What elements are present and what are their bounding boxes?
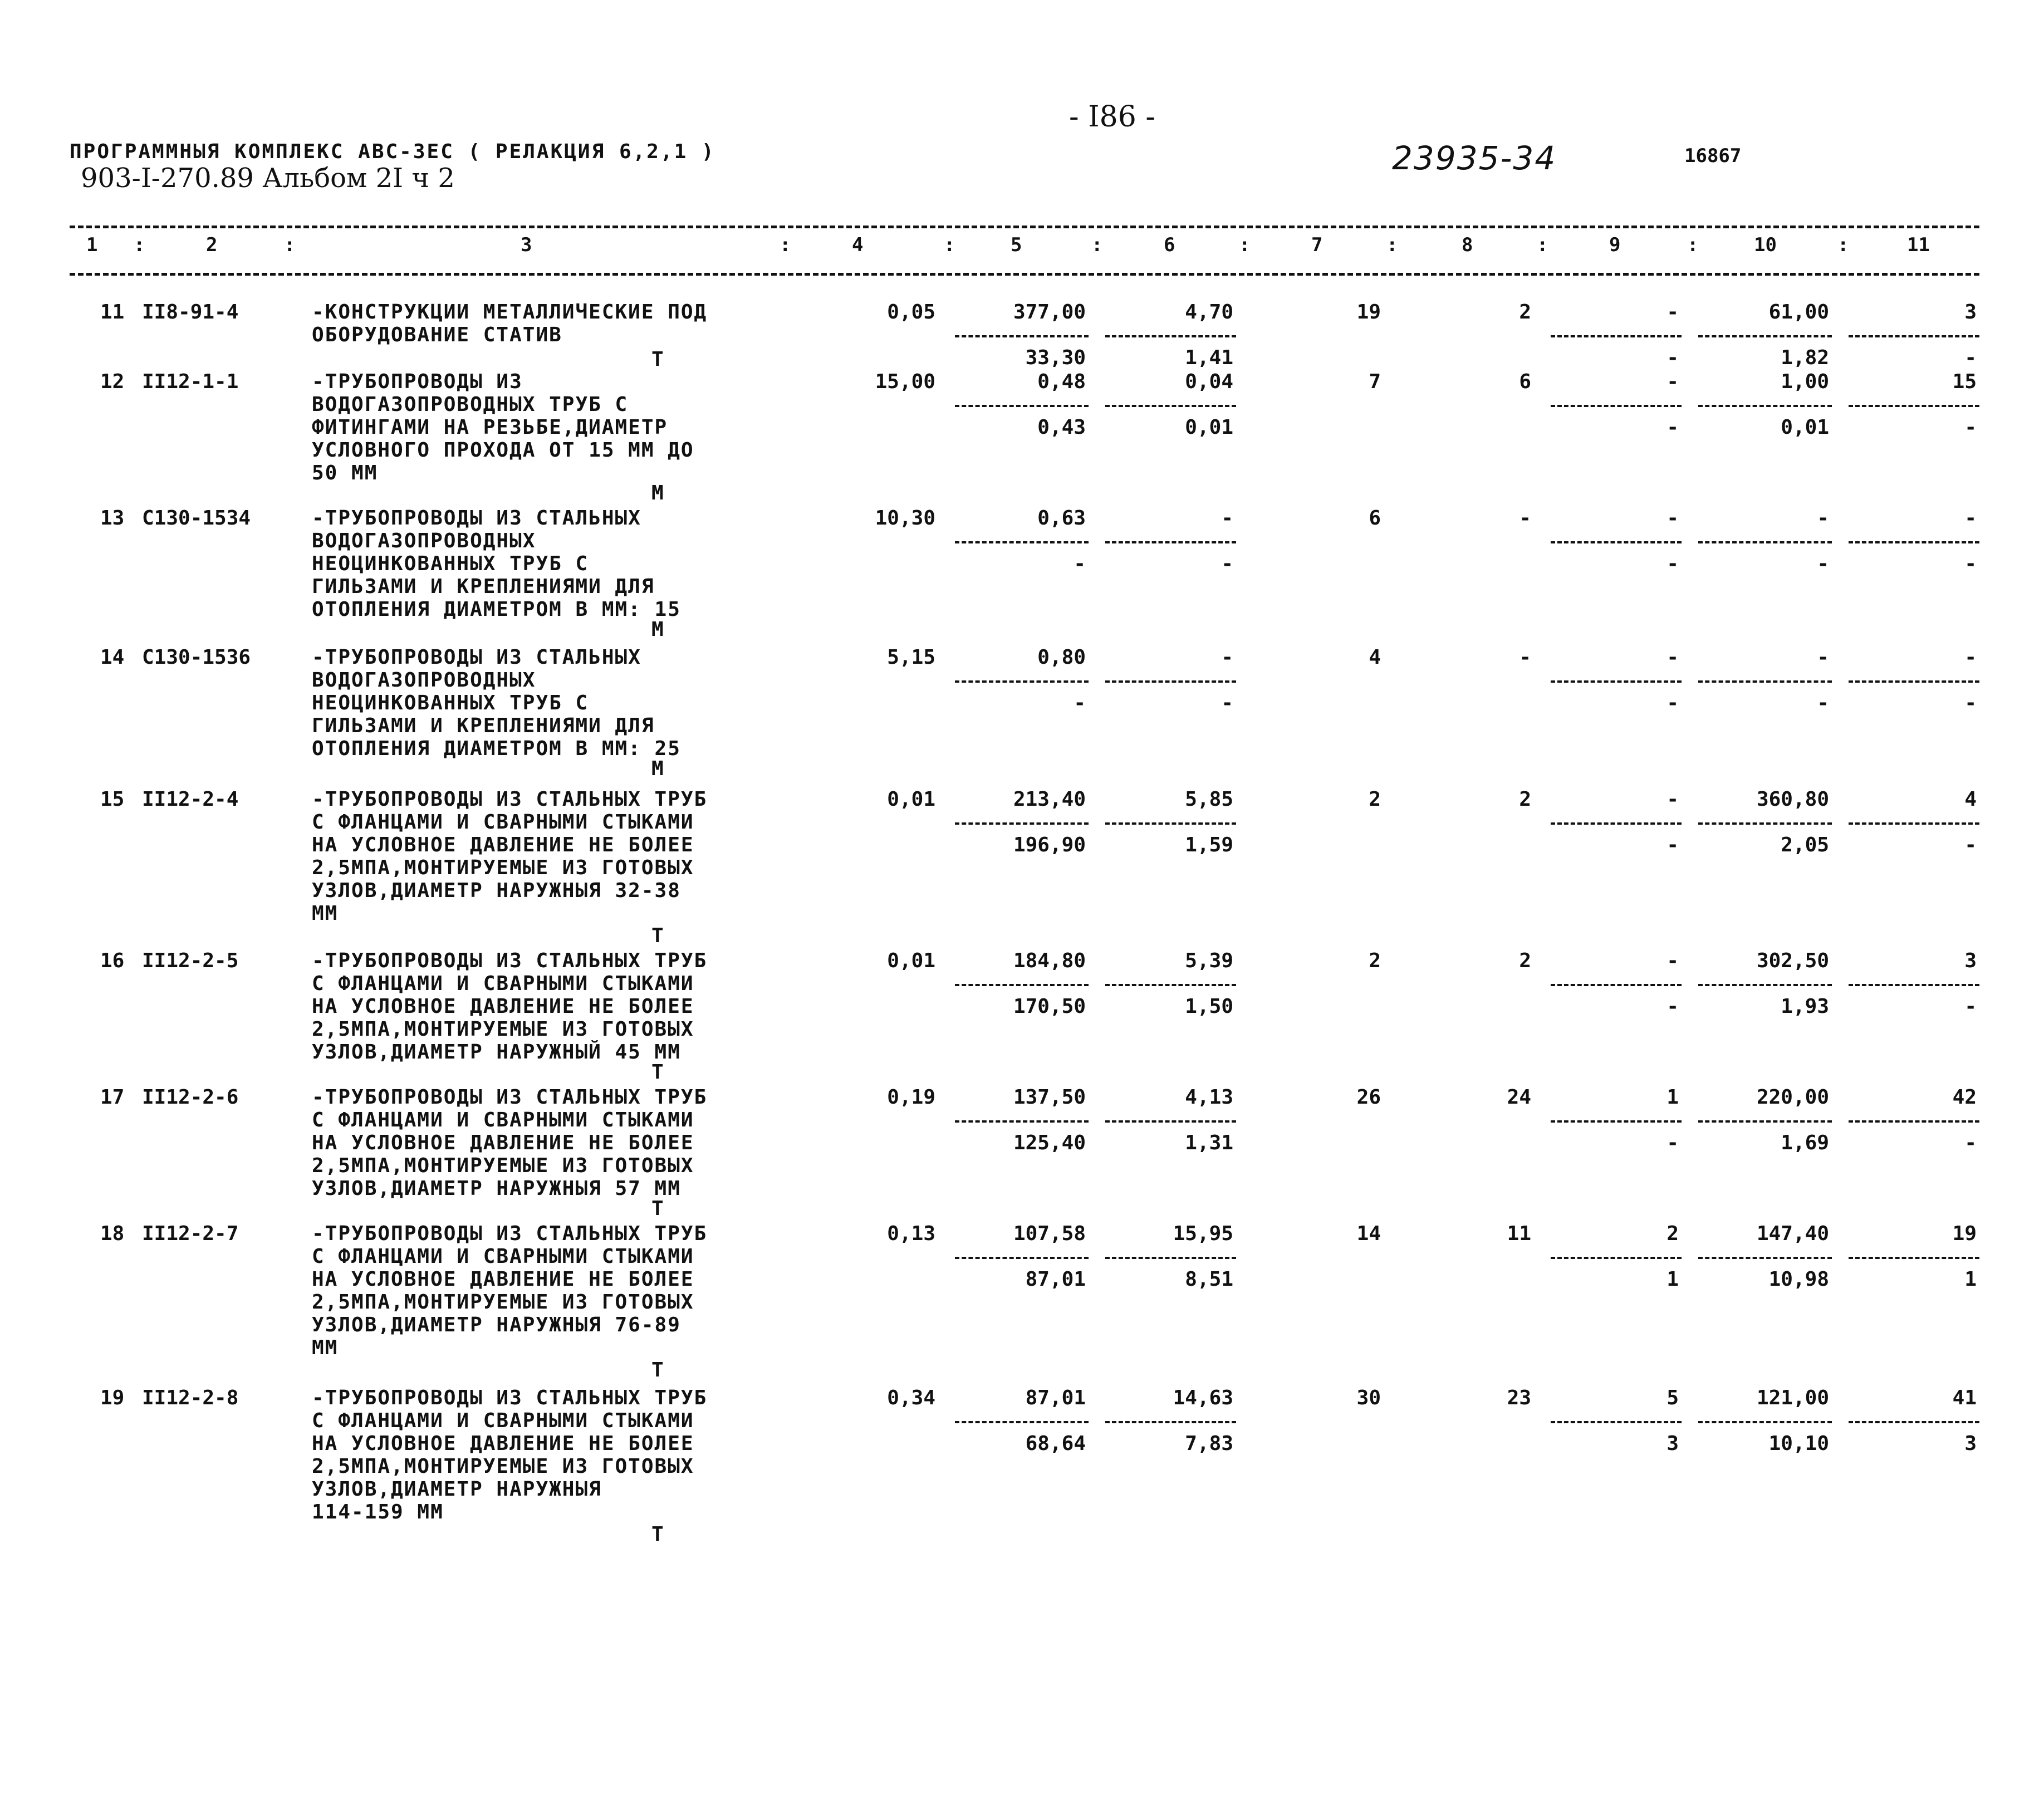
col10-bottom-value: 1,82 <box>1781 346 1829 369</box>
unit-of-measure: Т <box>651 1359 664 1382</box>
header-rule-top <box>70 226 1979 228</box>
col7-value: 4 <box>1369 646 1381 669</box>
col5-bottom-value: - <box>1074 552 1086 575</box>
col5-bottom-value: 87,01 <box>1025 1268 1086 1291</box>
col5-top-value: 0,48 <box>1037 370 1086 393</box>
work-description: -КОНСТРУКЦИИ МЕТАЛЛИЧЕСКИЕ ПОД ОБОРУДОВАНИЕ СТАТИВ <box>312 301 708 346</box>
col-header-4: 4 <box>852 234 864 256</box>
col5-bottom-value: 33,30 <box>1025 346 1086 369</box>
fraction-line <box>1849 405 1979 407</box>
work-description: -ТРУБОПРОВОДЫ ИЗ СТАЛЬНЫХ ВОДОГАЗОПРОВОДНЫХ НЕОЦИНКОВАННЫХ ТРУБ С ГИЛЬЗАМИ И КРЕПЛЕНИЯМИ ДЛЯ ОТОПЛЕНИЯ ДИАМЕТРОМ В ММ: 15 <box>312 507 681 621</box>
col10-bottom-value: 10,10 <box>1768 1432 1829 1455</box>
unit-of-measure: Т <box>651 1061 664 1084</box>
col11-bottom-value: 3 <box>1964 1432 1977 1455</box>
work-description: -ТРУБОПРОВОДЫ ИЗ СТАЛЬНЫХ ВОДОГАЗОПРОВОДНЫХ НЕОЦИНКОВАННЫХ ТРУБ С ГИЛЬЗАМИ И КРЕПЛЕНИЯМИ ДЛЯ ОТОПЛЕНИЯ ДИАМЕТРОМ В ММ: 25 <box>312 646 681 760</box>
col11-top-value: - <box>1964 507 1977 530</box>
row-number: 11 <box>100 301 125 324</box>
col-header-8: 8 <box>1462 234 1473 256</box>
fraction-line <box>1849 822 1979 825</box>
col5-top-value: 0,63 <box>1037 507 1086 530</box>
fraction-line <box>1551 984 1682 986</box>
col6-top-value: 15,95 <box>1173 1222 1233 1245</box>
row-number: 15 <box>100 788 125 811</box>
col-header-2: 2 <box>206 234 218 256</box>
col5-top-value: 137,50 <box>1013 1086 1086 1109</box>
col5-top-value: 377,00 <box>1013 301 1086 324</box>
col6-top-value: 5,85 <box>1185 788 1233 811</box>
fraction-line <box>955 335 1089 337</box>
fraction-line <box>1551 822 1682 825</box>
col6-bottom-value: 1,31 <box>1185 1131 1233 1154</box>
fraction-line <box>1551 1120 1682 1123</box>
col11-top-value: 3 <box>1964 301 1977 324</box>
col11-bottom-value: - <box>1964 995 1977 1018</box>
fraction-line <box>1105 541 1236 543</box>
quantity-value: 0,05 <box>887 301 935 324</box>
col10-top-value: 61,00 <box>1768 301 1829 324</box>
col5-top-value: 0,80 <box>1037 646 1086 669</box>
col10-bottom-value: 1,93 <box>1781 995 1829 1018</box>
col6-top-value: 4,13 <box>1185 1086 1233 1109</box>
rate-code: II12-1-1 <box>142 370 239 393</box>
col6-bottom-value: 1,50 <box>1185 995 1233 1018</box>
col7-value: 26 <box>1356 1086 1381 1109</box>
col-separator: : <box>780 234 791 256</box>
fraction-line <box>955 984 1089 986</box>
col11-bottom-value: - <box>1964 416 1977 439</box>
col10-bottom-value: 1,69 <box>1781 1131 1829 1154</box>
col8-value: 2 <box>1519 301 1531 324</box>
rate-code: II12-2-4 <box>142 788 239 811</box>
row-number: 17 <box>100 1086 125 1109</box>
col5-top-value: 107,58 <box>1013 1222 1086 1245</box>
fraction-line <box>1698 335 1832 337</box>
col8-value: 11 <box>1507 1222 1531 1245</box>
col8-value: 6 <box>1519 370 1531 393</box>
quantity-value: 15,00 <box>875 370 935 393</box>
unit-of-measure: Т <box>651 924 664 947</box>
col9-top-value: 2 <box>1666 1222 1679 1245</box>
col6-top-value: 5,39 <box>1185 949 1233 972</box>
col8-value: - <box>1519 646 1531 669</box>
col7-value: 6 <box>1369 507 1381 530</box>
col-separator: : <box>1687 234 1699 256</box>
work-description: -ТРУБОПРОВОДЫ ИЗ СТАЛЬНЫХ ТРУБ С ФЛАНЦАМИ И СВАРНЫМИ СТЫКАМИ НА УСЛОВНОЕ ДАВЛЕНИЕ НЕ БОЛЕЕ 2,5МПА,МОНТИРУЕМЫЕ ИЗ ГОТОВЫХ УЗЛОВ,ДИАМЕТР НАРУЖНЫЯ 57 ММ <box>312 1086 708 1200</box>
col10-bottom-value: - <box>1817 552 1829 575</box>
col9-top-value: - <box>1666 301 1679 324</box>
col5-bottom-value: - <box>1074 692 1086 714</box>
fraction-line <box>1551 1257 1682 1259</box>
row-number: 12 <box>100 370 125 393</box>
col7-value: 7 <box>1369 370 1381 393</box>
fraction-line <box>1551 680 1682 683</box>
col9-bottom-value: - <box>1666 692 1679 714</box>
col5-bottom-value: 125,40 <box>1013 1131 1086 1154</box>
col9-top-value: 5 <box>1666 1387 1679 1409</box>
col8-value: 23 <box>1507 1387 1531 1409</box>
col5-bottom-value: 170,50 <box>1013 995 1086 1018</box>
fraction-line <box>955 822 1089 825</box>
col6-top-value: - <box>1221 646 1233 669</box>
document-number: 23935-34 <box>1392 139 1557 177</box>
work-description: -ТРУБОПРОВОДЫ ИЗ ВОДОГАЗОПРОВОДНЫХ ТРУБ С ФИТИНГАМИ НА РЕЗЬБЕ,ДИАМЕТР УСЛОВНОГО ПРОХОДА ОТ 15 ММ ДО 50 ММ <box>312 370 694 484</box>
fraction-line <box>1105 984 1236 986</box>
col11-top-value: 3 <box>1964 949 1977 972</box>
col7-value: 2 <box>1369 949 1381 972</box>
fraction-line <box>1698 405 1832 407</box>
col9-bottom-value: - <box>1666 1131 1679 1154</box>
fraction-line <box>1849 984 1979 986</box>
col9-bottom-value: - <box>1666 834 1679 856</box>
fraction-line <box>1551 541 1682 543</box>
col6-top-value: 14,63 <box>1173 1387 1233 1409</box>
col9-top-value: - <box>1666 949 1679 972</box>
unit-of-measure: М <box>651 757 664 780</box>
work-description: -ТРУБОПРОВОДЫ ИЗ СТАЛЬНЫХ ТРУБ С ФЛАНЦАМИ И СВАРНЫМИ СТЫКАМИ НА УСЛОВНОЕ ДАВЛЕНИЕ НЕ БОЛЕЕ 2,5МПА,МОНТИРУЕМЫЕ ИЗ ГОТОВЫХ УЗЛОВ,ДИАМЕТР НАРУЖНЫЯ 76-89 ММ <box>312 1222 708 1359</box>
fraction-line <box>1105 405 1236 407</box>
fraction-line <box>1849 680 1979 683</box>
col11-top-value: 41 <box>1952 1387 1977 1409</box>
col6-top-value: 4,70 <box>1185 301 1233 324</box>
col11-top-value: 15 <box>1952 370 1977 393</box>
unit-of-measure: М <box>651 618 664 641</box>
fraction-line <box>1849 1421 1979 1423</box>
col8-value: - <box>1519 507 1531 530</box>
fraction-line <box>955 680 1089 683</box>
fraction-line <box>1551 405 1682 407</box>
col7-value: 2 <box>1369 788 1381 811</box>
col7-value: 30 <box>1356 1387 1381 1409</box>
col10-top-value: - <box>1817 646 1829 669</box>
col-separator: : <box>1837 234 1849 256</box>
unit-of-measure: Т <box>651 1197 664 1220</box>
fraction-line <box>1849 1120 1979 1123</box>
fraction-line <box>1698 1257 1832 1259</box>
col11-bottom-value: - <box>1964 834 1977 856</box>
col11-bottom-value: - <box>1964 1131 1977 1154</box>
col6-bottom-value: 8,51 <box>1185 1268 1233 1291</box>
fraction-line <box>1551 335 1682 337</box>
page-number: - I86 - <box>1069 100 1155 134</box>
col11-bottom-value: - <box>1964 346 1977 369</box>
col9-top-value: - <box>1666 788 1679 811</box>
col6-bottom-value: 0,01 <box>1185 416 1233 439</box>
col5-top-value: 87,01 <box>1025 1387 1086 1409</box>
col6-bottom-value: 7,83 <box>1185 1432 1233 1455</box>
rate-code: С130-1536 <box>142 646 251 669</box>
col5-bottom-value: 68,64 <box>1025 1432 1086 1455</box>
col-separator: : <box>944 234 955 256</box>
quantity-value: 0,19 <box>887 1086 935 1109</box>
col-separator: : <box>284 234 296 256</box>
rate-code: II12-2-8 <box>142 1387 239 1409</box>
quantity-value: 0,01 <box>887 788 935 811</box>
col-header-1: 1 <box>86 234 98 256</box>
fraction-line <box>955 541 1089 543</box>
rate-code: II8-91-4 <box>142 301 239 324</box>
col11-bottom-value: 1 <box>1964 1268 1977 1291</box>
fraction-line <box>955 1257 1089 1259</box>
col10-top-value: 220,00 <box>1756 1086 1829 1109</box>
fraction-line <box>1698 1421 1832 1423</box>
row-number: 19 <box>100 1387 125 1409</box>
project-title: 903-I-270.89 Альбом 2I ч 2 <box>81 163 455 194</box>
unit-of-measure: Т <box>651 1523 664 1546</box>
fraction-line <box>955 1120 1089 1123</box>
col10-top-value: 1,00 <box>1781 370 1829 393</box>
col9-top-value: - <box>1666 370 1679 393</box>
quantity-value: 10,30 <box>875 507 935 530</box>
col6-bottom-value: 1,41 <box>1185 346 1233 369</box>
col-header-6: 6 <box>1164 234 1175 256</box>
col6-bottom-value: - <box>1221 692 1233 714</box>
fraction-line <box>1105 335 1236 337</box>
col8-value: 24 <box>1507 1086 1531 1109</box>
col9-bottom-value: 3 <box>1666 1432 1679 1455</box>
rate-code: II12-2-5 <box>142 949 239 972</box>
fraction-line <box>1105 1257 1236 1259</box>
col-separator: : <box>1537 234 1548 256</box>
col9-bottom-value: - <box>1666 995 1679 1018</box>
col-header-9: 9 <box>1609 234 1621 256</box>
col11-bottom-value: - <box>1964 692 1977 714</box>
col-header-11: 11 <box>1907 234 1930 256</box>
fraction-line <box>1698 1120 1832 1123</box>
row-number: 14 <box>100 646 125 669</box>
col6-top-value: - <box>1221 507 1233 530</box>
col11-top-value: - <box>1964 646 1977 669</box>
col-separator: : <box>1386 234 1398 256</box>
fraction-line <box>1105 822 1236 825</box>
col9-bottom-value: - <box>1666 416 1679 439</box>
document-code: 16867 <box>1684 145 1742 167</box>
col10-top-value: 121,00 <box>1756 1387 1829 1409</box>
col-separator: : <box>134 234 145 256</box>
col10-top-value: - <box>1817 507 1829 530</box>
fraction-line <box>1849 1257 1979 1259</box>
work-description: -ТРУБОПРОВОДЫ ИЗ СТАЛЬНЫХ ТРУБ С ФЛАНЦАМИ И СВАРНЫМИ СТЫКАМИ НА УСЛОВНОЕ ДАВЛЕНИЕ НЕ БОЛЕЕ 2,5МПА,МОНТИРУЕМЫЕ ИЗ ГОТОВЫХ УЗЛОВ,ДИАМЕТР НАРУЖНЫЯ 32-38 ММ <box>312 788 708 925</box>
col11-top-value: 42 <box>1952 1086 1977 1109</box>
col8-value: 2 <box>1519 949 1531 972</box>
unit-of-measure: Т <box>651 348 664 371</box>
row-number: 16 <box>100 949 125 972</box>
col7-value: 19 <box>1356 301 1381 324</box>
unit-of-measure: М <box>651 482 664 504</box>
col6-bottom-value: 1,59 <box>1185 834 1233 856</box>
col-header-5: 5 <box>1011 234 1022 256</box>
header-rule-bottom <box>70 273 1979 276</box>
row-number: 13 <box>100 507 125 530</box>
col10-top-value: 360,80 <box>1756 788 1829 811</box>
col9-bottom-value: - <box>1666 552 1679 575</box>
col8-value: 2 <box>1519 788 1531 811</box>
col7-value: 14 <box>1356 1222 1381 1245</box>
col11-top-value: 4 <box>1964 788 1977 811</box>
col10-bottom-value: 0,01 <box>1781 416 1829 439</box>
col9-top-value: 1 <box>1666 1086 1679 1109</box>
work-description: -ТРУБОПРОВОДЫ ИЗ СТАЛЬНЫХ ТРУБ С ФЛАНЦАМИ И СВАРНЫМИ СТЫКАМИ НА УСЛОВНОЕ ДАВЛЕНИЕ НЕ БОЛЕЕ 2,5МПА,МОНТИРУЕМЫЕ ИЗ ГОТОВЫХ УЗЛОВ,ДИАМЕТР НАРУЖНЫЯ 114-159 ММ <box>312 1387 708 1523</box>
fraction-line <box>1849 541 1979 543</box>
col6-top-value: 0,04 <box>1185 370 1233 393</box>
fraction-line <box>1698 822 1832 825</box>
col5-bottom-value: 196,90 <box>1013 834 1086 856</box>
fraction-line <box>1105 680 1236 683</box>
col10-bottom-value: 2,05 <box>1781 834 1829 856</box>
fraction-line <box>1698 984 1832 986</box>
fraction-line <box>1849 335 1979 337</box>
fraction-line <box>955 1421 1089 1423</box>
fraction-line <box>1105 1120 1236 1123</box>
col-header-3: 3 <box>521 234 532 256</box>
fraction-line <box>1698 541 1832 543</box>
col10-bottom-value: - <box>1817 692 1829 714</box>
quantity-value: 0,34 <box>887 1387 935 1409</box>
col9-top-value: - <box>1666 646 1679 669</box>
col-separator: : <box>1239 234 1251 256</box>
col6-bottom-value: - <box>1221 552 1233 575</box>
col5-top-value: 184,80 <box>1013 949 1086 972</box>
col9-top-value: - <box>1666 507 1679 530</box>
rate-code: II12-2-7 <box>142 1222 239 1245</box>
col11-bottom-value: - <box>1964 552 1977 575</box>
col11-top-value: 19 <box>1952 1222 1977 1245</box>
col5-top-value: 213,40 <box>1013 788 1086 811</box>
col10-top-value: 147,40 <box>1756 1222 1829 1245</box>
col9-bottom-value: 1 <box>1666 1268 1679 1291</box>
col-separator: : <box>1091 234 1103 256</box>
col5-bottom-value: 0,43 <box>1037 416 1086 439</box>
fraction-line <box>1551 1421 1682 1423</box>
work-description: -ТРУБОПРОВОДЫ ИЗ СТАЛЬНЫХ ТРУБ С ФЛАНЦАМИ И СВАРНЫМИ СТЫКАМИ НА УСЛОВНОЕ ДАВЛЕНИЕ НЕ БОЛЕЕ 2,5МПА,МОНТИРУЕМЫЕ ИЗ ГОТОВЫХ УЗЛОВ,ДИАМЕТР НАРУЖНЫЙ 45 ММ <box>312 949 708 1064</box>
row-number: 18 <box>100 1222 125 1245</box>
col9-bottom-value: - <box>1666 346 1679 369</box>
quantity-value: 5,15 <box>887 646 935 669</box>
col10-top-value: 302,50 <box>1756 949 1829 972</box>
col10-bottom-value: 10,98 <box>1768 1268 1829 1291</box>
fraction-line <box>1105 1421 1236 1423</box>
col-header-7: 7 <box>1311 234 1323 256</box>
rate-code: С130-1534 <box>142 507 251 530</box>
fraction-line <box>1698 680 1832 683</box>
fraction-line <box>955 405 1089 407</box>
col-header-10: 10 <box>1754 234 1777 256</box>
quantity-value: 0,01 <box>887 949 935 972</box>
program-header: ПРОГРАММНЫЯ КОМПЛЕКС АВС-3ЕС ( РЕЛАКЦИЯ 6,2,1 ) <box>70 140 715 163</box>
rate-code: II12-2-6 <box>142 1086 239 1109</box>
quantity-value: 0,13 <box>887 1222 935 1245</box>
